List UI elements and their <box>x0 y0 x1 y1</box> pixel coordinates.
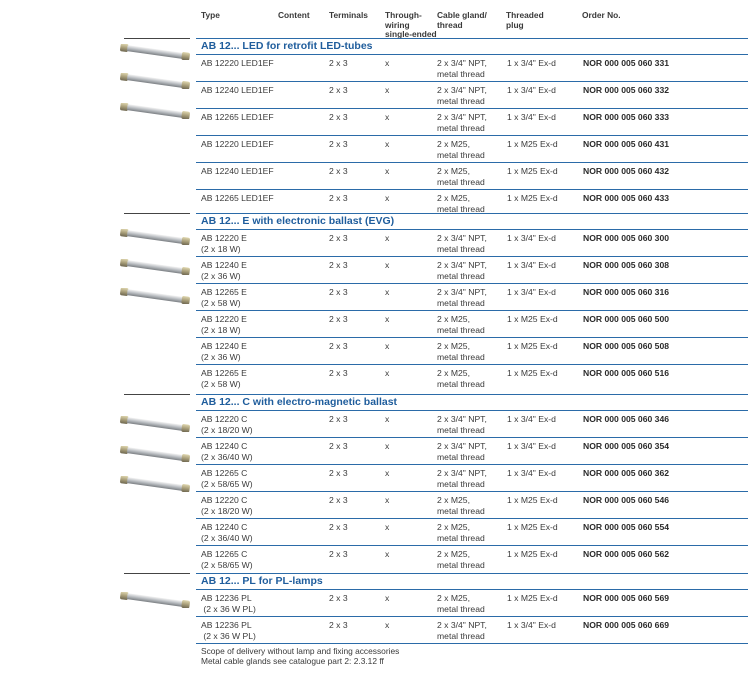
cell-terminals: 2 x 3 <box>329 58 348 68</box>
cell-order-no: NOR 000 005 060 554 <box>583 522 670 532</box>
cell-terminals: 2 x 3 <box>329 260 348 270</box>
cell-through-wiring: x <box>385 620 390 630</box>
cell-through-wiring: x <box>385 314 390 324</box>
cell-threaded-plug: 1 x M25 Ex-d <box>507 166 558 176</box>
cell-type: AB 12265 E (2 x 58 W) <box>201 287 247 308</box>
cell-type: AB 12240 C (2 x 36/40 W) <box>201 441 253 462</box>
cell-type: AB 12265 LED1EF <box>201 112 274 122</box>
cell-type: AB 12220 E (2 x 18 W) <box>201 314 247 335</box>
cell-type: AB 12240 E (2 x 36 W) <box>201 260 247 281</box>
cell-threaded-plug: 1 x 3/4" Ex-d <box>507 414 556 424</box>
cell-cable-gland: 2 x 3/4" NPT, metal thread <box>437 620 487 641</box>
cell-threaded-plug: 1 x M25 Ex-d <box>507 193 558 203</box>
cell-order-no: NOR 000 005 060 431 <box>583 139 670 149</box>
cell-threaded-plug: 1 x 3/4" Ex-d <box>507 620 556 630</box>
luminaire-image-icon <box>118 476 193 490</box>
cell-terminals: 2 x 3 <box>329 341 348 351</box>
cell-threaded-plug: 1 x M25 Ex-d <box>507 341 558 351</box>
cell-type: AB 12236 PL (2 x 36 W PL) <box>201 593 256 614</box>
cell-terminals: 2 x 3 <box>329 166 348 176</box>
col-header-terminals: Terminals <box>329 10 368 20</box>
cell-through-wiring: x <box>385 166 390 176</box>
cell-type: AB 12240 LED1EF <box>201 166 274 176</box>
cell-through-wiring: x <box>385 414 390 424</box>
table-row <box>196 364 748 392</box>
cell-terminals: 2 x 3 <box>329 593 348 603</box>
cell-threaded-plug: 1 x 3/4" Ex-d <box>507 468 556 478</box>
section-title: AB 12... E with electronic ballast (EVG) <box>196 213 748 229</box>
cell-type: AB 12265 C (2 x 58/65 W) <box>201 549 253 570</box>
cell-order-no: NOR 000 005 060 508 <box>583 341 670 351</box>
cell-terminals: 2 x 3 <box>329 368 348 378</box>
cell-threaded-plug: 1 x 3/4" Ex-d <box>507 287 556 297</box>
luminaire-image-icon <box>118 73 193 87</box>
cell-cable-gland: 2 x 3/4" NPT, metal thread <box>437 58 487 79</box>
section-divider <box>124 573 190 574</box>
table-header <box>0 8 750 40</box>
cell-terminals: 2 x 3 <box>329 139 348 149</box>
luminaire-image-icon <box>118 288 193 302</box>
cell-terminals: 2 x 3 <box>329 620 348 630</box>
section-divider <box>124 213 190 214</box>
section-divider <box>124 394 190 395</box>
cell-terminals: 2 x 3 <box>329 85 348 95</box>
table-row <box>196 108 748 136</box>
table-row <box>196 162 748 190</box>
cell-threaded-plug: 1 x M25 Ex-d <box>507 549 558 559</box>
cell-type: AB 12265 LED1EF <box>201 193 274 203</box>
cell-terminals: 2 x 3 <box>329 468 348 478</box>
cell-type: AB 12220 C (2 x 18/20 W) <box>201 495 253 516</box>
cell-through-wiring: x <box>385 58 390 68</box>
cell-type: AB 12240 LED1EF <box>201 85 274 95</box>
cell-type: AB 12240 C (2 x 36/40 W) <box>201 522 253 543</box>
table-row <box>196 616 748 644</box>
cell-cable-gland: 2 x 3/4" NPT, metal thread <box>437 233 487 254</box>
cell-order-no: NOR 000 005 060 331 <box>583 58 670 68</box>
cell-type: AB 12220 C (2 x 18/20 W) <box>201 414 253 435</box>
col-header-threaded-plug: Threaded plug <box>506 10 544 30</box>
cell-terminals: 2 x 3 <box>329 233 348 243</box>
cell-cable-gland: 2 x 3/4" NPT, metal thread <box>437 414 487 435</box>
cell-threaded-plug: 1 x M25 Ex-d <box>507 495 558 505</box>
cell-through-wiring: x <box>385 468 390 478</box>
cell-order-no: NOR 000 005 060 432 <box>583 166 670 176</box>
cell-order-no: NOR 000 005 060 669 <box>583 620 670 630</box>
section-title: AB 12... PL for PL-lamps <box>196 573 748 589</box>
luminaire-image-icon <box>118 229 193 243</box>
cell-cable-gland: 2 x 3/4" NPT, metal thread <box>437 260 487 281</box>
cell-order-no: NOR 000 005 060 516 <box>583 368 670 378</box>
footnotes <box>201 646 399 666</box>
cell-type: AB 12240 E (2 x 36 W) <box>201 341 247 362</box>
cell-through-wiring: x <box>385 193 390 203</box>
luminaire-image-icon <box>118 446 193 460</box>
cell-threaded-plug: 1 x M25 Ex-d <box>507 593 558 603</box>
luminaire-image-icon <box>118 416 193 430</box>
cell-type: AB 12220 LED1EF <box>201 58 274 68</box>
table-row <box>196 229 748 257</box>
cell-threaded-plug: 1 x 3/4" Ex-d <box>507 441 556 451</box>
luminaire-image-icon <box>118 259 193 273</box>
section-title: AB 12... LED for retrofit LED-tubes <box>196 38 748 54</box>
cell-cable-gland: 2 x M25, metal thread <box>437 495 485 516</box>
table-row <box>196 81 748 109</box>
cell-through-wiring: x <box>385 368 390 378</box>
footnote-scope: Scope of delivery without lamp and fixing accessories <box>201 646 400 656</box>
cell-type: AB 12236 PL (2 x 36 W PL) <box>201 620 256 641</box>
cell-through-wiring: x <box>385 112 390 122</box>
cell-order-no: NOR 000 005 060 500 <box>583 314 670 324</box>
table-row <box>196 54 748 82</box>
cell-order-no: NOR 000 005 060 332 <box>583 85 670 95</box>
luminaire-image-icon <box>118 592 193 606</box>
cell-threaded-plug: 1 x 3/4" Ex-d <box>507 260 556 270</box>
cell-through-wiring: x <box>385 593 390 603</box>
cell-cable-gland: 2 x M25, metal thread <box>437 368 485 389</box>
table-row <box>196 283 748 311</box>
cell-cable-gland: 2 x M25, metal thread <box>437 549 485 570</box>
cell-order-no: NOR 000 005 060 346 <box>583 414 670 424</box>
cell-through-wiring: x <box>385 522 390 532</box>
cell-cable-gland: 2 x 3/4" NPT, metal thread <box>437 287 487 308</box>
table-row <box>196 310 748 338</box>
cell-type: AB 12220 E (2 x 18 W) <box>201 233 247 254</box>
luminaire-image-icon <box>118 44 193 58</box>
cell-terminals: 2 x 3 <box>329 495 348 505</box>
cell-threaded-plug: 1 x M25 Ex-d <box>507 368 558 378</box>
table-row <box>196 337 748 365</box>
cell-through-wiring: x <box>385 139 390 149</box>
cell-order-no: NOR 000 005 060 433 <box>583 193 670 203</box>
cell-terminals: 2 x 3 <box>329 112 348 122</box>
cell-threaded-plug: 1 x M25 Ex-d <box>507 139 558 149</box>
section-divider <box>124 38 190 39</box>
cell-threaded-plug: 1 x 3/4" Ex-d <box>507 233 556 243</box>
cell-terminals: 2 x 3 <box>329 193 348 203</box>
cell-cable-gland: 2 x 3/4" NPT, metal thread <box>437 441 487 462</box>
cell-type: AB 12265 C (2 x 58/65 W) <box>201 468 253 489</box>
cell-type: AB 12265 E (2 x 58 W) <box>201 368 247 389</box>
cell-threaded-plug: 1 x M25 Ex-d <box>507 314 558 324</box>
cell-through-wiring: x <box>385 441 390 451</box>
table-row <box>196 589 748 617</box>
cell-terminals: 2 x 3 <box>329 414 348 424</box>
col-header-type: Type <box>201 10 220 20</box>
cell-order-no: NOR 000 005 060 546 <box>583 495 670 505</box>
table-row <box>196 464 748 492</box>
cell-cable-gland: 2 x M25, metal thread <box>437 193 485 214</box>
cell-threaded-plug: 1 x M25 Ex-d <box>507 522 558 532</box>
col-header-order-no: Order No. <box>582 10 621 20</box>
cell-through-wiring: x <box>385 233 390 243</box>
table-row <box>196 545 748 573</box>
table-row <box>196 518 748 546</box>
cell-order-no: NOR 000 005 060 354 <box>583 441 670 451</box>
cell-cable-gland: 2 x M25, metal thread <box>437 593 485 614</box>
cell-through-wiring: x <box>385 549 390 559</box>
table-row <box>196 437 748 465</box>
cell-cable-gland: 2 x 3/4" NPT, metal thread <box>437 468 487 489</box>
table-bottom-rule <box>196 643 748 644</box>
footnote-cable-glands: Metal cable glands see catalogue part 2: 2.3.12 ff <box>201 656 384 666</box>
cell-order-no: NOR 000 005 060 569 <box>583 593 670 603</box>
table-row <box>196 410 748 438</box>
table-row <box>196 256 748 284</box>
col-header-cable-gland: Cable gland/ thread <box>437 10 487 30</box>
cell-through-wiring: x <box>385 495 390 505</box>
cell-terminals: 2 x 3 <box>329 522 348 532</box>
cell-order-no: NOR 000 005 060 308 <box>583 260 670 270</box>
cell-cable-gland: 2 x M25, metal thread <box>437 139 485 160</box>
cell-threaded-plug: 1 x 3/4" Ex-d <box>507 85 556 95</box>
cell-through-wiring: x <box>385 260 390 270</box>
cell-cable-gland: 2 x M25, metal thread <box>437 522 485 543</box>
cell-through-wiring: x <box>385 287 390 297</box>
cell-terminals: 2 x 3 <box>329 287 348 297</box>
cell-cable-gland: 2 x M25, metal thread <box>437 341 485 362</box>
cell-through-wiring: x <box>385 85 390 95</box>
cell-through-wiring: x <box>385 341 390 351</box>
cell-cable-gland: 2 x 3/4" NPT, metal thread <box>437 85 487 106</box>
cell-cable-gland: 2 x M25, metal thread <box>437 166 485 187</box>
cell-terminals: 2 x 3 <box>329 441 348 451</box>
cell-threaded-plug: 1 x 3/4" Ex-d <box>507 112 556 122</box>
cell-cable-gland: 2 x 3/4" NPT, metal thread <box>437 112 487 133</box>
cell-order-no: NOR 000 005 060 362 <box>583 468 670 478</box>
cell-type: AB 12220 LED1EF <box>201 139 274 149</box>
cell-cable-gland: 2 x M25, metal thread <box>437 314 485 335</box>
cell-order-no: NOR 000 005 060 300 <box>583 233 670 243</box>
col-header-through-wiring: Through- wiring single-ended <box>385 10 437 39</box>
section-title: AB 12... C with electro-magnetic ballast <box>196 394 748 410</box>
cell-order-no: NOR 000 005 060 562 <box>583 549 670 559</box>
table-row <box>196 135 748 163</box>
col-header-content: Content <box>278 10 310 20</box>
cell-threaded-plug: 1 x 3/4" Ex-d <box>507 58 556 68</box>
cell-order-no: NOR 000 005 060 316 <box>583 287 670 297</box>
cell-order-no: NOR 000 005 060 333 <box>583 112 670 122</box>
luminaire-image-icon <box>118 103 193 117</box>
cell-terminals: 2 x 3 <box>329 314 348 324</box>
cell-terminals: 2 x 3 <box>329 549 348 559</box>
table-row <box>196 491 748 519</box>
